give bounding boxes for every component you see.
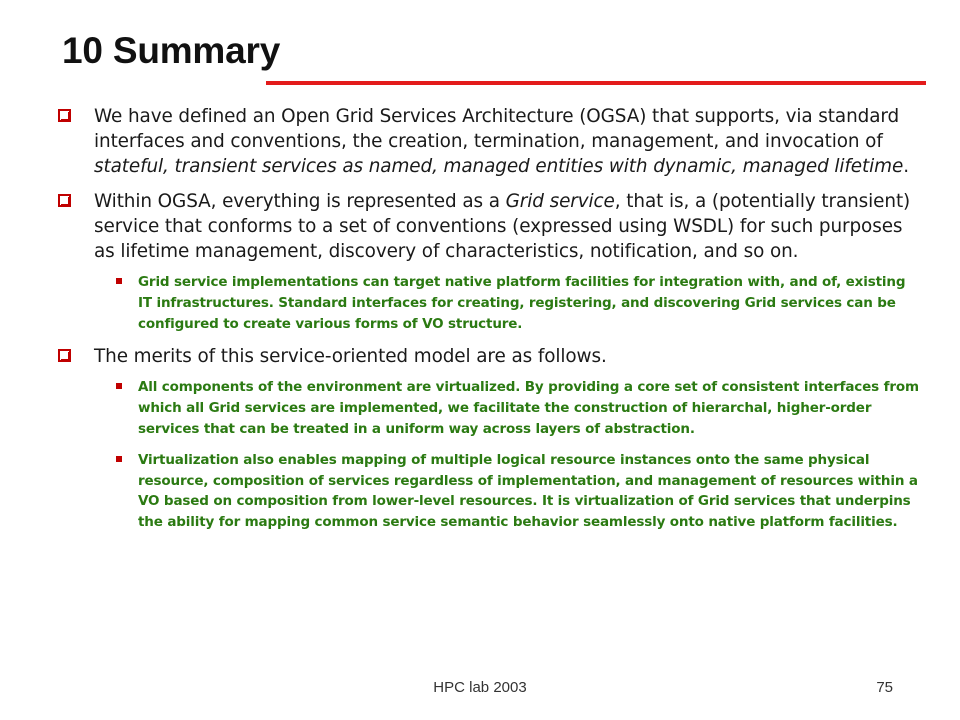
footer-label: HPC lab 2003 xyxy=(433,679,527,696)
bullet-text-part: Within OGSA, everything is represented as a xyxy=(94,191,506,212)
bullet-text-emphasis: stateful, transient services as named, managed entities with dynamic, managed lifetime xyxy=(94,156,904,177)
bullet-point xyxy=(58,104,920,179)
bullet-text xyxy=(94,104,920,179)
square-bullet-icon xyxy=(116,383,122,389)
square-bullet-icon xyxy=(116,456,122,462)
sub-bullet-text: Grid service implementations can target native platform facilities for integration with, and of, existing IT infrastructures. Standard interfaces for creating, registering, and discovering Grid services can be configured to create various forms of VO structure. xyxy=(138,274,906,332)
title-underline xyxy=(266,81,926,85)
bullet-text-part: We have defined an Open Grid Services Architecture (OGSA) that supports, via standard interfaces and conventions, the creation, termination, management, and invocation of xyxy=(94,106,900,152)
bullet-text-emphasis: Grid service xyxy=(505,191,615,212)
sub-bullet-text: All components of the environment are virtualized. By providing a core set of consistent interfaces from which all Grid services are implemented, we facilitate the construction of hierarchal, higher-order services that can be treated in a uniform way across layers of abstraction. xyxy=(138,379,919,437)
checkbox-bullet-icon xyxy=(58,109,71,122)
bullet-text-part: , that is, a (potentially transient) service that conforms to a set of conventions (expressed using WSDL) for such purposes as lifetime management, discovery of characteristics, notification, and so on. xyxy=(94,191,911,262)
sub-bullet-point xyxy=(94,377,920,439)
bullet-text: The merits of this service-oriented model are as follows. xyxy=(94,346,607,368)
slide-content xyxy=(58,104,920,533)
sub-bullet-point xyxy=(94,450,920,533)
bullet-point xyxy=(58,189,920,264)
sub-bullet-text: Virtualization also enables mapping of multiple logical resource instances onto the same physical resource, composition of services regardless of implementation, and management of resources within a VO based on composition from lower-level resources. It is virtualization of Grid services that underpins the ability for mapping common service semantic behavior seamlessly onto native platform facilities. xyxy=(138,451,918,531)
checkbox-bullet-icon xyxy=(58,349,71,362)
sub-bullet-point xyxy=(94,272,920,334)
slide-title: 10 Summary xyxy=(62,30,281,71)
page-number: 75 xyxy=(876,679,893,696)
square-bullet-icon xyxy=(116,278,122,284)
bullet-point xyxy=(58,344,920,369)
checkbox-bullet-icon xyxy=(58,194,71,207)
bullet-text xyxy=(94,189,920,264)
bullet-text-part: . xyxy=(903,156,909,177)
